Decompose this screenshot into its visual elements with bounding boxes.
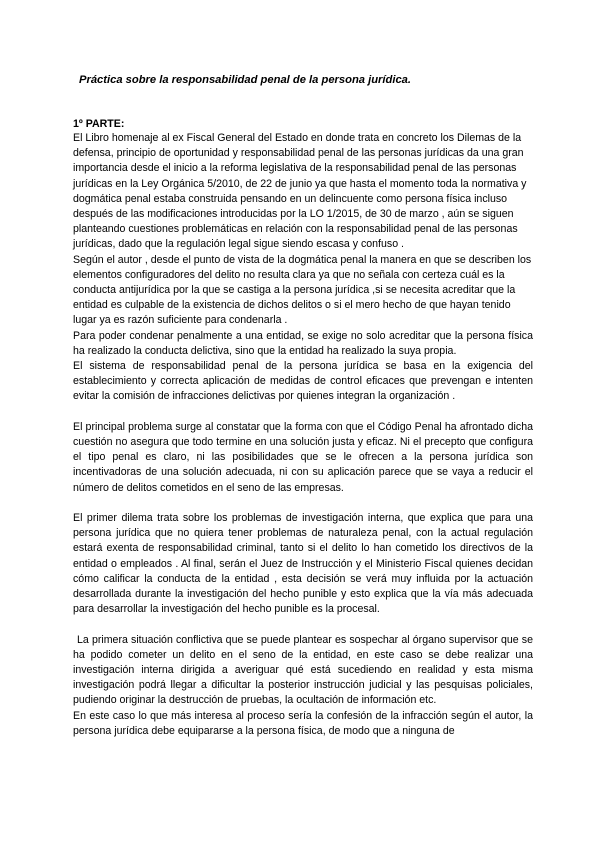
paragraph-primera-situacion: La primera situación conflictiva que se puede plantear es sospechar al órgano supervisor que se ha podido cometer un delito en el seno de la entidad, en este caso se debe realizar una investigación interna dirigida a averiguar qué está sucediendo en realidad y esta misma investigación podrá llegar a dificultar la posterior instrucción judicial y las pesquisas policiales, pudiendo originar la destrucción de pruebas, la ocultación de información etc. [73, 633, 533, 707]
section-heading: 1º PARTE: [73, 118, 125, 130]
paragraph-sistema-responsabilidad: El sistema de responsabilidad penal de la persona jurídica se basa en la exigencia del establecimiento y correcta aplicación de medidas de control eficaces que prevengan e intenten evitar la comisión de infracciones delictivas por quienes integran la organización . [73, 360, 533, 403]
document-title: Práctica sobre la responsabilidad penal de la persona jurídica. [79, 74, 412, 86]
paragraph-segun-el-autor: Según el autor , desde el punto de vista de la dogmática penal la manera en que se describen los elementos configuradores del delito no resulta clara ya que no señala con certeza cuál es la conducta antijurídica por la que se castiga a la persona jurídica ,si se necesita acreditar que la entidad es culpable de la existencia de dichos delitos o si el mero hecho de que hayan tenido lugar ya es razón suficiente para condenarla . [73, 253, 532, 327]
document-body [73, 131, 533, 739]
paragraph-condenar-entidad: Para poder condenar penalmente a una entidad, se exige no solo acreditar que la persona física ha realizado la conducta delictiva, sino que la entidad ha realizado la suya propia. [73, 329, 533, 357]
paragraph-confesion: En este caso lo que más interesa al proceso sería la confesión de la infracción según el autor, la persona jurídica debe equipararse a la persona física, de modo que a ninguna de [73, 709, 533, 737]
paragraph-principal-problema: El principal problema surge al constatar que la forma con que el Código Penal ha afrontado dicha cuestión no asegura que todo termine en una solución justa y eficaz. Ni el precepto que configura el tipo penal es claro, ni las posibilidades que se le ofrecen a la persona jurídica son incentivadoras de una solución adecuada, ni con su aplicación parece que se vaya a reducir el número de delitos cometidos en el seno de las empresas. [73, 420, 533, 494]
paragraph-libro-homenaje: El Libro homenaje al ex Fiscal General del Estado en donde trata en concreto los Dilemas de la defensa, principio de oportunidad y responsabilidad penal de las personas jurídicas da una gran importancia desde el inicio a la reforma legislativa de la responsabilidad penal de las personas jurídicas en la Ley Orgánica 5/2010, de 22 de junio ya que hasta el momento toda la normativa y dogmática penal estaba construida pensando en un delincuente como persona física incluso después de las modificaciones introducidas por la LO 1/2015, de 30 de marzo , aún se siguen planteando cuestiones problemáticas en relación con la responsabilidad penal de las personas jurídicas, dado que la regulación legal sigue siendo escasa y confuso . [73, 132, 527, 251]
paragraph-primer-dilema: El primer dilema trata sobre los problemas de investigación interna, que explica que para una persona jurídica que no quiera tener problemas de naturaleza penal, con la actual regulación estará exenta de responsabilidad criminal, tanto si el delito lo han cometido los directivos de la entidad o empleados . Al final, serán el Juez de Instrucción y el Ministerio Fiscal quienes decidan cómo calificar la conducta de la entidad , esta decisión se verá muy influida por la actuación desarrollada durante la investigación del hecho punible y esto explica que la vía más adecuada para desarrollar la investigación del hecho punible es la procesal. [73, 512, 533, 616]
